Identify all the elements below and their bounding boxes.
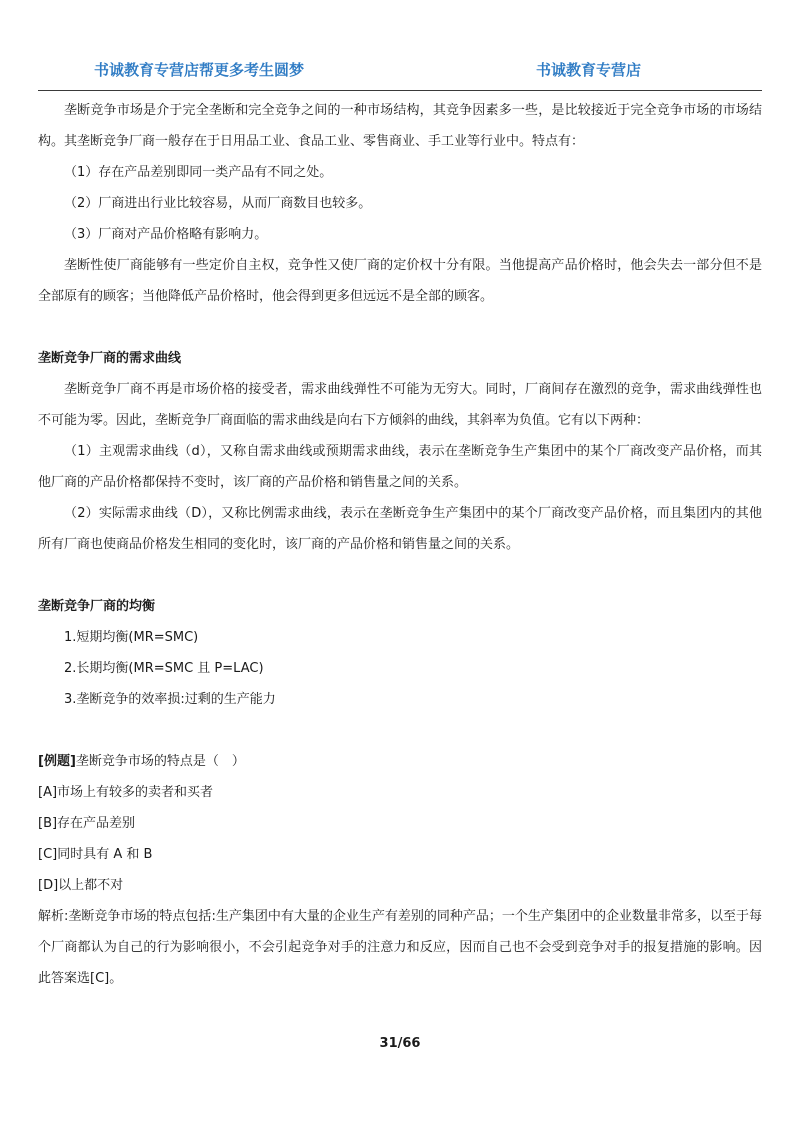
page-separator: / (397, 1036, 403, 1051)
example-question (38, 746, 762, 777)
section2-item-2: （2）实际需求曲线（D），又称比例需求曲线，表示在垄断竞争生产集团中的某个厂商改变产品价格，而且集团内的其他所有厂商也使商品价格发生相同的变化时，该厂商的产品价格和销售量之间的关系。 (38, 506, 762, 552)
page-total: 66 (402, 1036, 421, 1051)
section2-title: 垄断竞争厂商的需求曲线 (38, 351, 182, 366)
section3-item-3: 3.垄断竞争的效率损:过剩的生产能力 (64, 692, 276, 707)
header-right-text: 书诚教育专营店 (536, 61, 642, 79)
section1-item-2: （2）厂商进出行业比较容易，从而厂商数目也较多。 (64, 196, 372, 211)
page-number (0, 1036, 800, 1051)
section3-title: 垄断竞争厂商的均衡 (38, 599, 156, 614)
section1-item-1: （1）存在产品差别即同一类产品有不同之处。 (64, 165, 333, 180)
page-header (38, 50, 762, 90)
section1-closing: 垄断性使厂商能够有一些定价自主权，竞争性又使厂商的定价权十分有限。当他提高产品价格时，他会失去一部分但不是全部原有的顾客；当他降低产品价格时，他会得到更多但远远不是全部的顾客。 (38, 258, 762, 304)
example-option-b: [B]存在产品差别 (38, 816, 136, 831)
example-analysis: 解析:垄断竞争市场的特点包括:生产集团中有大量的企业生产有差别的同种产品；一个生产集团中的企业数量非常多，以至于每个厂商都认为自己的行为影响很小，不会引起竞争对手的注意力和反应，因而自己也不会受到竞争对手的报复措施的影响。因此答案选[C]。 (38, 909, 762, 986)
page-current: 31 (379, 1036, 398, 1051)
example-option-c: [C]同时具有 A 和 B (38, 847, 153, 862)
section2-intro: 垄断竞争厂商不再是市场价格的接受者，需求曲线弹性不可能为无穷大。同时，厂商间存在激烈的竞争，需求曲线弹性也不可能为零。因此，垄断竞争厂商面临的需求曲线是向右下方倾斜的曲线，其斜率为负值。它有以下两种： (38, 382, 762, 428)
section3-item-2: 2.长期均衡(MR=SMC 且 P=LAC) (64, 661, 264, 676)
example-option-a: [A]市场上有较多的卖者和买者 (38, 785, 214, 800)
section2-item-1: （1）主观需求曲线（d），又称自需求曲线或预期需求曲线，表示在垄断竞争生产集团中的某个厂商改变产品价格，而其他厂商的产品价格都保持不变时，该厂商的产品价格和销售量之间的关系。 (38, 444, 762, 490)
example-question-text: 垄断竞争市场的特点是（ ） (75, 754, 245, 769)
header-divider (38, 90, 762, 91)
section3-item-1: 1.短期均衡(MR=SMC) (64, 630, 199, 645)
example-option-d: [D]以上都不对 (38, 878, 124, 893)
section1-intro: 垄断竞争市场是介于完全垄断和完全竞争之间的一种市场结构，其竞争因素多一些，是比较接近于完全竞争市场的市场结构。其垄断竞争厂商一般存在于日用品工业、食品工业、零售商业、手工业等行业中。特点有： (38, 103, 762, 149)
section1-item-3: （3）厂商对产品价格略有影响力。 (64, 227, 268, 242)
example-tag: [例题] (38, 754, 76, 769)
header-left-text: 书诚教育专营店帮更多考生圆梦 (94, 61, 305, 79)
document-body (38, 95, 762, 994)
